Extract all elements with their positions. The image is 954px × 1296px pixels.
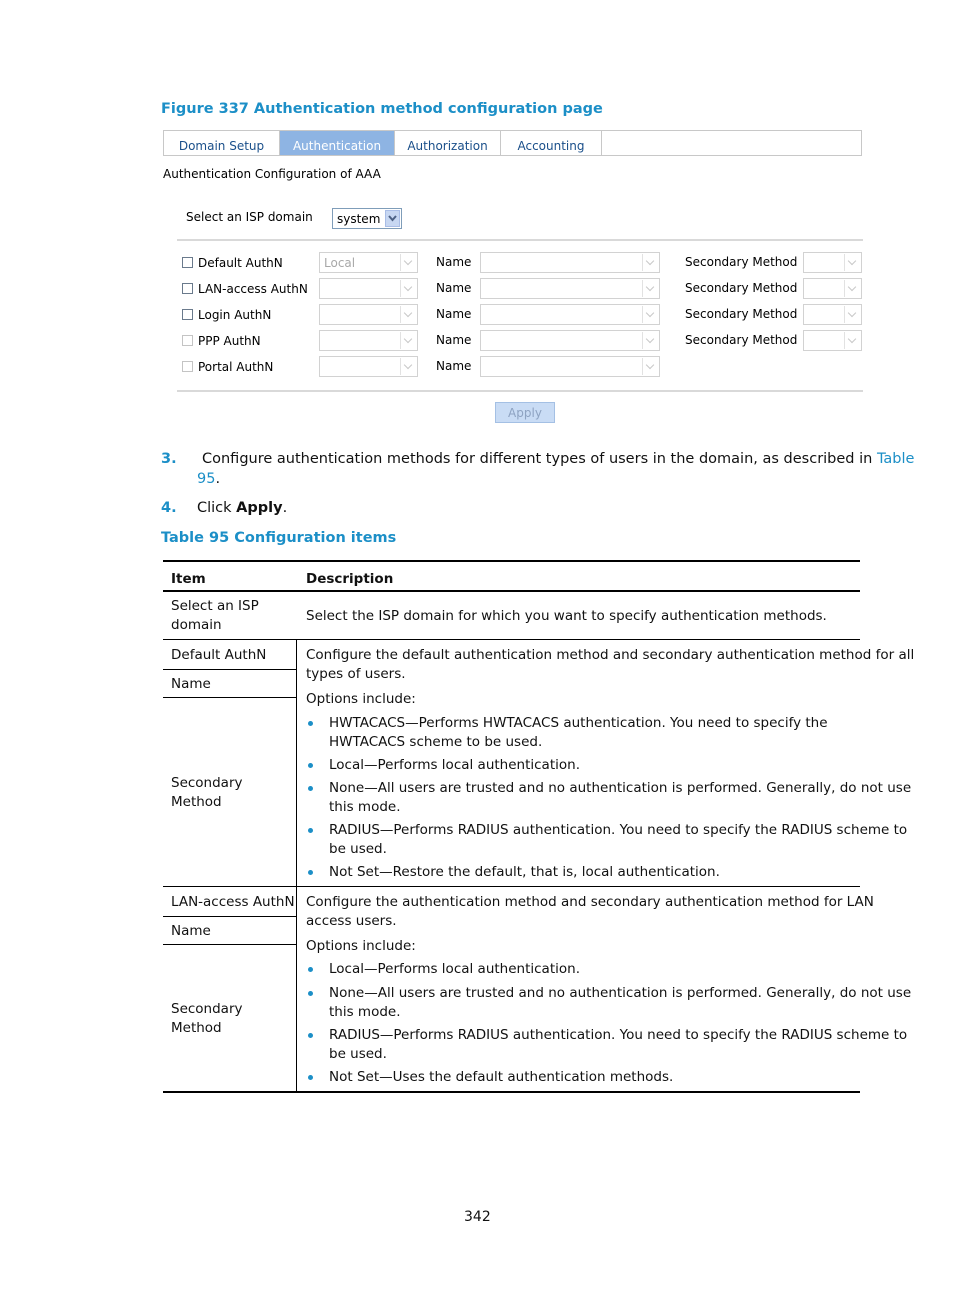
cell-item: Select an ISP — [171, 598, 259, 614]
cell-item: Name — [171, 676, 211, 692]
bullet-text: None—All users are trusted and no authentication is performed. Generally, do not use — [329, 985, 912, 1001]
bullet-text: HWTACACS—Performs HWTACACS authentication. You need to specify the — [329, 715, 828, 731]
column-divider — [296, 639, 297, 1091]
bullet-icon — [308, 1075, 313, 1080]
tab-authorization[interactable]: Authorization — [395, 131, 501, 155]
name-label: Name — [436, 255, 472, 269]
cell-item: Secondary — [171, 775, 243, 791]
bullet-text: Local—Performs local authentication. — [329, 757, 580, 773]
apply-bold: Apply — [236, 500, 283, 516]
header-description: Description — [306, 571, 394, 587]
bullet-icon — [308, 721, 313, 726]
secondary-method-label: Secondary Method — [685, 333, 798, 347]
row-label: Login AuthN — [198, 308, 272, 322]
secondary-method-label: Secondary Method — [685, 307, 798, 321]
cell-item: Method — [171, 794, 222, 810]
bullet-icon — [308, 991, 313, 996]
figure-caption: Figure 337 Authentication method configuration page — [161, 101, 603, 117]
cell-item: Method — [171, 1020, 222, 1036]
bullet-text: RADIUS—Performs RADIUS authentication. You need to specify the RADIUS scheme to — [329, 822, 908, 838]
section-title: Authentication Configuration of AAA — [163, 167, 381, 181]
bullet-text: be used. — [329, 1046, 387, 1062]
isp-select-value: system — [337, 212, 381, 226]
bullet-icon — [308, 1033, 313, 1038]
bullet-text: this mode. — [329, 799, 401, 815]
step-3-tail: . — [215, 471, 221, 487]
step-number: 3. — [161, 451, 177, 467]
bullet-icon — [308, 967, 313, 972]
method-value: Local — [324, 256, 356, 270]
apply-button[interactable]: Apply — [495, 402, 555, 423]
bullet-text: be used. — [329, 841, 387, 857]
table-bottom-rule — [163, 1091, 860, 1093]
cell-desc: types of users. — [306, 666, 406, 682]
name-label: Name — [436, 307, 472, 321]
bullet-text: None—All users are trusted and no authentication is performed. Generally, do not use — [329, 780, 912, 796]
bullet-text: this mode. — [329, 1004, 401, 1020]
row-rule — [163, 639, 860, 640]
cell-desc: Configure the authentication method and secondary authentication method for LAN — [306, 894, 874, 910]
step-4-tail: . — [282, 500, 288, 516]
bullet-icon — [308, 828, 313, 833]
bullet-text: RADIUS—Performs RADIUS authentication. You need to specify the RADIUS scheme to — [329, 1027, 908, 1043]
step-3-text: Configure authentication methods for different types of users in the domain, as described in — [202, 451, 877, 467]
cell-item: Default AuthN — [171, 647, 267, 663]
table-caption: Table 95 Configuration items — [161, 530, 397, 546]
name-label: Name — [436, 281, 472, 295]
cell-item: Secondary — [171, 1001, 243, 1017]
header-item: Item — [171, 571, 206, 587]
bullet-icon — [308, 786, 313, 791]
secondary-method-label: Secondary Method — [685, 255, 798, 269]
row-label: PPP AuthN — [198, 334, 261, 348]
isp-label: Select an ISP domain — [186, 210, 313, 224]
sub-rule — [163, 697, 297, 698]
cell-desc: Select the ISP domain for which you want to specify authentication methods. — [306, 608, 827, 624]
name-label: Name — [436, 333, 472, 347]
bullet-text: Local—Performs local authentication. — [329, 961, 580, 977]
tab-accounting[interactable]: Accounting — [501, 131, 602, 155]
row-rule — [163, 886, 860, 887]
step-4-pre: Click — [197, 500, 237, 516]
page-number: 342 — [464, 1209, 491, 1225]
bullet-text: Not Set—Uses the default authentication methods. — [329, 1069, 674, 1085]
cell-desc: Options include: — [306, 938, 416, 954]
cell-desc: Configure the default authentication method and secondary authentication method for all — [306, 647, 915, 663]
header-rule — [163, 590, 860, 592]
cell-item: Name — [171, 923, 211, 939]
tab-authentication[interactable]: Authentication — [280, 131, 395, 155]
name-label: Name — [436, 359, 472, 373]
bullet-text: Not Set—Restore the default, that is, local authentication. — [329, 864, 720, 880]
cell-item: LAN-access AuthN — [171, 894, 295, 910]
row-label: Portal AuthN — [198, 360, 274, 374]
cell-desc: Options include: — [306, 691, 416, 707]
sub-rule — [163, 916, 297, 917]
bullet-icon — [308, 870, 313, 875]
step-number: 4. — [161, 500, 177, 516]
table-top-rule — [163, 560, 860, 562]
tab-domain-setup[interactable]: Domain Setup — [164, 131, 280, 155]
cell-desc: access users. — [306, 913, 397, 929]
bullet-text: HWTACACS scheme to be used. — [329, 734, 543, 750]
sub-rule — [163, 944, 297, 945]
secondary-method-label: Secondary Method — [685, 281, 798, 295]
table-link[interactable]: Table — [876, 451, 915, 467]
cell-item: domain — [171, 617, 222, 633]
bullet-icon — [308, 763, 313, 768]
sub-rule — [163, 669, 297, 670]
table-link-number[interactable]: 95 — [197, 471, 216, 487]
row-label: LAN-access AuthN — [198, 282, 308, 296]
row-label: Default AuthN — [198, 256, 283, 270]
